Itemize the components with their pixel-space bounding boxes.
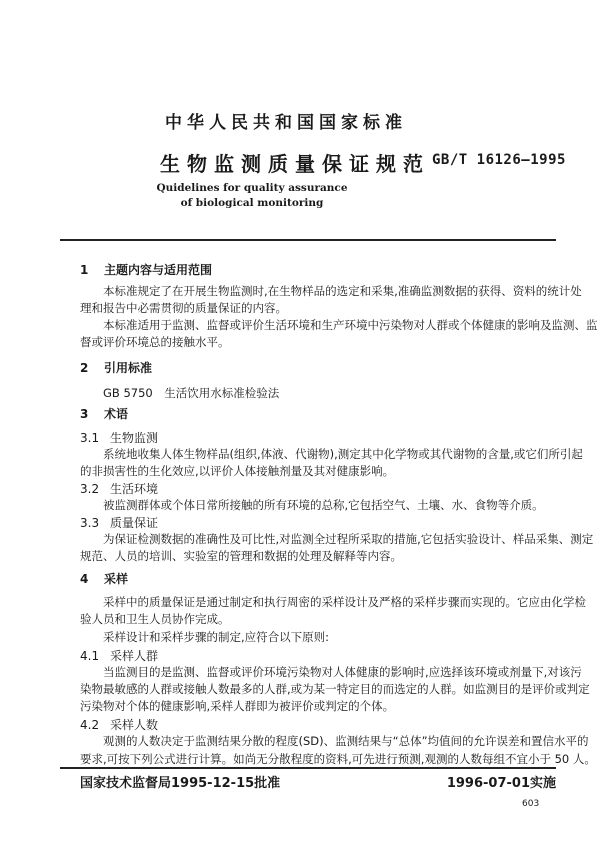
para-line: 理和报告中必需贯彻的质量保证的内容。: [80, 301, 287, 315]
section-4-2-heading: 4.2 采样人数: [80, 718, 159, 732]
top-rule: [60, 239, 556, 241]
section-2-heading: 2 引用标准: [80, 361, 153, 375]
page-number: 603: [522, 799, 540, 809]
approval-date: 国家技术监督局1995-12-15批准: [80, 776, 281, 791]
doc-code: GB/T 16126—1995: [432, 152, 566, 168]
org-title: 中华人民共和国国家标准: [165, 113, 407, 133]
effective-date: 1996-07-01实施: [446, 776, 556, 791]
reference-item: GB 5750 生活饮用水标准检验法: [103, 386, 280, 400]
section-3-3-heading: 3.3 质量保证: [80, 516, 159, 530]
doc-title: 生物监测质量保证规范: [160, 152, 430, 176]
para-line: 当监测目的是监测、监督或评价环境污染物对人体健康的影响时,应选择该环境或剂量下,对该污: [103, 665, 582, 679]
para-line: 的非损害性的生化效应,以评价人体接触剂量及其对健康影响。: [80, 464, 395, 478]
section-3-1-heading: 3.1 生物监测: [80, 431, 159, 445]
para-line: 规范、人员的培训、实验室的管理和数据的处理及解释等内容。: [80, 549, 402, 563]
para-line: 被监测群体或个体日常所接触的所有环境的总称,它包括空气、土壤、水、食物等介质。: [103, 498, 544, 512]
section-4-heading: 4 采样: [80, 572, 129, 586]
english-title-line1: Quidelines for quality assurance: [156, 182, 348, 194]
para-line: 本标准适用于监测、监督或评价生活环境和生产环境中污染物对人群或个体健康的影响及监测、监: [103, 318, 598, 332]
para-line: 为保证检测数据的准确性及可比性,对监测全过程所采取的措施,它包括实验设计、样品采集、测定: [103, 532, 594, 546]
bottom-rule: [60, 767, 556, 769]
para-line: 污染物对个体的健康影响,采样人群即为被评价或判定的个体。: [80, 699, 395, 713]
para-line: 染物最敏感的人群或接触人数最多的人群,或为某一特定目的而选定的人群。如监测目的是评价或判定: [80, 682, 590, 696]
english-title-line2: of biological monitoring: [180, 197, 324, 209]
para-line: 督或评价环境总的接触水平。: [80, 335, 230, 349]
para-line: 观测的人数决定于监测结果分散的程度(SD)、监测结果与“总体”均值间的允许误差和置信水平的: [103, 734, 589, 748]
para-line: 系统地收集人体生物样品(组织,体液、代谢物),测定其中化学物或其代谢物的含量,或它们所引起: [103, 447, 583, 461]
section-4-1-heading: 4.1 采样人群: [80, 649, 159, 663]
para-line: 采样中的质量保证是通过制定和执行周密的采样设计及严格的采样步骤而实现的。它应由化学检: [103, 595, 586, 609]
para-line: 要求,可按下列公式进行计算。如尚无分散程度的资料,可先进行预测,观测的人数每组不宜小于 50 人。: [80, 752, 596, 766]
section-3-heading: 3 术语: [80, 407, 129, 421]
para-line: 采样设计和采样步骤的制定,应符合以下原则:: [103, 630, 330, 644]
para-line: 本标准规定了在开展生物监测时,在生物样品的选定和采集,准确监测数据的获得、资料的统计处: [103, 284, 582, 298]
section-3-2-heading: 3.2 生活环境: [80, 482, 159, 496]
para-line: 验人员和卫生人员协作完成。: [80, 612, 230, 626]
section-1-heading: 1 主题内容与适用范围: [80, 263, 213, 277]
